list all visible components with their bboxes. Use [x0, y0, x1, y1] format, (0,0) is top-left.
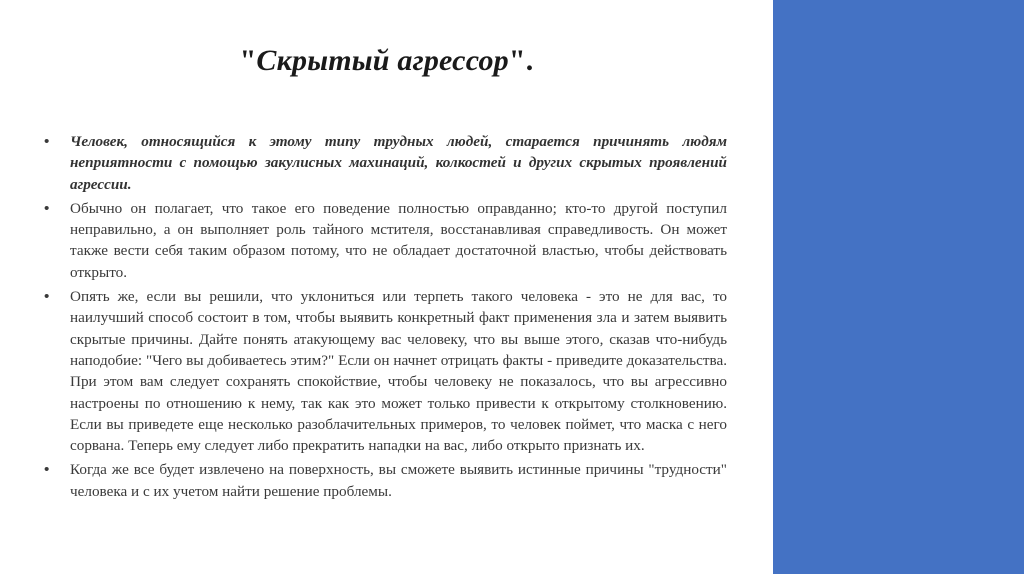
title-text: Скрытый агрессор	[256, 44, 509, 77]
accent-band	[773, 0, 1024, 574]
bullet-dot-icon: •	[44, 133, 50, 150]
bullet-text: Человек, относящийся к этому типу трудных людей, старается причинять людям неприятности с помощью закулисных махинаций, колкостей и других скрытых проявлений агрессии.	[70, 133, 727, 193]
slide-title	[0, 44, 773, 78]
bullet-text: Обычно он полагает, что такое его поведение полностью оправданно; кто-то другой поступил неправильно, а он выполняет роль тайного мстителя, восстанавливая справедливость. Он может также вести себя таким образом потому, что не обладает достаточной властью, чтобы действовать открыто.	[70, 199, 727, 281]
bullet-text: Когда же все будет извлечено на поверхность, вы сможете выявить истинные причины "трудности" человека и с их учетом найти решение проблемы.	[70, 461, 727, 500]
bullet-dot-icon: •	[44, 288, 50, 306]
bullet-item	[44, 459, 727, 502]
bullet-item	[44, 286, 727, 456]
bullet-dot-icon: •	[44, 199, 50, 217]
bullet-item	[44, 198, 727, 283]
title-close-quote: ".	[508, 44, 534, 77]
bullet-text: Опять же, если вы решили, что уклониться или терпеть такого человека - это не для вас, то наилучший способ состоит в том, чтобы выявить конкретный факт применения зла и затем выявить скрытые причины. Дайте понять атакующему вас человеку, что вы выше этого, сказав что-нибудь наподобие: "Чего вы добиваетесь этим?" Если он начнет отрицать факты - приведите доказательства. При этом вам следует сохранять спокойствие, чтобы человеку не показалось, что вы агрессивно настроены по отношению к нему, так как это может только привести к открытому столкновению. Если вы приведете еще несколько разоблачительных примеров, то человек поймет, что маска с него сорвана. Теперь ему следует либо прекратить нападки на вас, либо открыто признать их.	[70, 288, 727, 455]
bullet-list	[44, 131, 727, 505]
bullet-item	[44, 131, 727, 195]
title-open-quote: "	[239, 44, 257, 77]
bullet-dot-icon: •	[44, 461, 50, 479]
